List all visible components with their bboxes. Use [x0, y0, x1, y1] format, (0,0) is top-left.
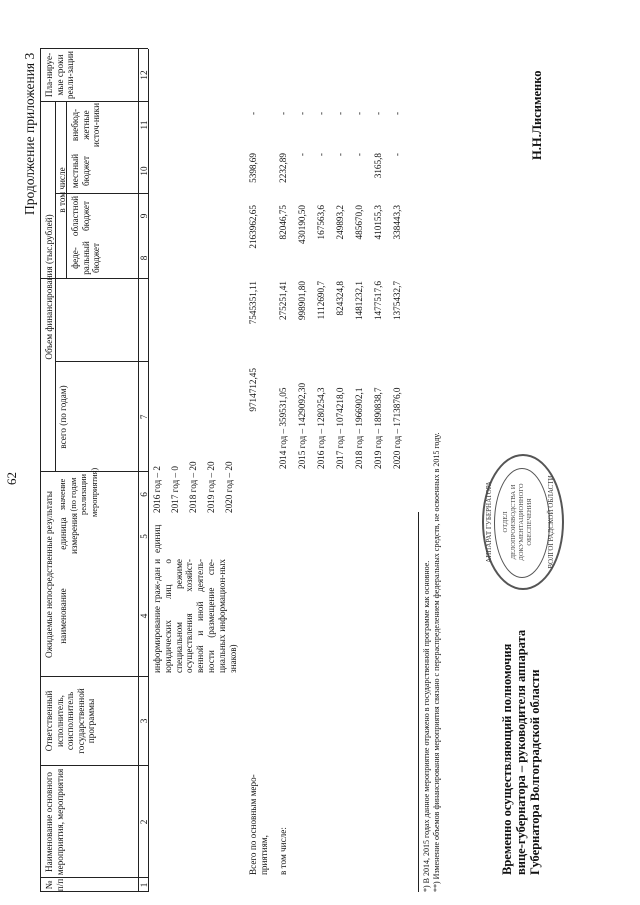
signature-line-1: Временно осуществляющий полномочия [500, 643, 514, 875]
year-row-ext: - [278, 111, 288, 115]
year-row-ext: - [297, 111, 307, 115]
year-row-fed: 1375432,7 [392, 281, 402, 321]
year-row-obl: 430190,50 [297, 205, 307, 245]
year-row-fed: 275251,41 [278, 281, 288, 321]
col-number-6: 6 [139, 492, 149, 497]
year-row-all: 2014 год – 359531,05 [278, 387, 288, 469]
col-number-9: 9 [139, 213, 149, 219]
year-row-ext: - [335, 111, 345, 115]
header-total-by-years: всего (по годам) [58, 385, 68, 449]
stamp-inner-text: ОТДЕЛ ДЕЛОПРОИЗВОДСТВА И ДОКУМЕНТАЦИОННОГО ОБЕСПЕЧЕНИЯ [502, 483, 533, 561]
year-row-loc: 3165,8 [373, 153, 383, 179]
official-stamp [482, 454, 564, 590]
header-result-name: наименование [58, 588, 68, 644]
year-row-obl: 167563,6 [316, 205, 326, 240]
year-row-ext: - [373, 111, 383, 115]
value-2020: 2020 год – 20 [224, 461, 234, 513]
year-row-obl: 485670,0 [354, 205, 364, 240]
year-row-loc: - [392, 153, 402, 157]
continuation-label: Продолжение приложения 3 [22, 52, 37, 215]
header-regional: областной бюджет [70, 195, 91, 237]
year-row-all: 2015 год – 1429092,30 [297, 382, 307, 469]
year-row-ext: - [316, 111, 326, 115]
stamp-top-text: АППАРАТ ГУБЕРНАТОРА [485, 481, 493, 563]
total-extrabudget: - [248, 111, 258, 115]
signature-line-3: Губернатора Волгоградской области [528, 669, 542, 875]
total-local: 5398,69 [248, 153, 258, 183]
year-row-fed: 998901,80 [297, 281, 307, 321]
year-row-fed: 1477517,6 [373, 281, 383, 321]
page-number: 62 [4, 472, 19, 485]
year-row-loc: - [297, 153, 307, 157]
header-expected-results: Ожидаемые непосредственные результаты [44, 491, 54, 658]
year-row-obl: 410155,3 [373, 205, 383, 240]
including-label: в том числе: [278, 827, 288, 875]
year-row-loc: - [354, 153, 364, 157]
header-extrabudget: внебюд-жетные источ-ники [70, 102, 102, 148]
header-executor: Ответственный исполнитель, соисполнитель государственной программы [44, 688, 97, 754]
header-including: в том числе [57, 167, 67, 213]
header-unit: единица измерения [58, 512, 79, 555]
col-number-8: 8 [139, 255, 149, 261]
total-all: 9714712,45 [248, 368, 258, 412]
header-measure-name: Наименование основного мероприятия, мероприятия [44, 768, 65, 876]
year-row-obl: 82046,75 [278, 205, 288, 240]
col-number-5: 5 [139, 534, 149, 539]
year-row-all: 2019 год – 1890838,7 [373, 387, 383, 469]
col-number-2: 2 [139, 819, 149, 825]
signature-line-2: вице-губернатора – руководителя аппарата [514, 629, 528, 875]
year-row-all: 2018 год – 1966902,1 [354, 387, 364, 469]
header-number: № п/п [44, 878, 65, 892]
footnote-1: *) В 2014, 2015 годах данное мероприятие отражено в государственной программе как основное. [422, 560, 431, 892]
year-row-all: 2016 год – 1280254,3 [316, 387, 326, 469]
header-federal: феде-ральный бюджет [70, 241, 102, 275]
value-2019: 2019 год – 20 [206, 461, 216, 513]
header-value: значение (по годам реализации мероприятия) [58, 467, 99, 517]
col-number-11: 11 [139, 120, 149, 130]
year-row-loc: 2232,89 [278, 153, 288, 183]
year-row-all: 2017 год – 1074218,0 [335, 387, 345, 469]
col-number-7: 7 [139, 414, 149, 420]
footnote-rule [418, 512, 419, 892]
col-number-12: 12 [139, 70, 149, 80]
value-2017: 2017 год – 0 [170, 466, 180, 513]
header-terms: Пла-нируе-мые сроки реали-зации [44, 51, 76, 99]
total-federal: 7545351,11 [248, 281, 258, 325]
footnote-2: **) Изменение объемов финансирования мероприятия связано с перераспределением федеральных средств, не освоенных в 2015 году. [432, 432, 441, 892]
value-2016: 2016 год – 2 [152, 466, 162, 513]
result-name-cell: информирование граж-дан и юридических лиц о специальном режиме осуществления хозяйст-венной и иной деятель-ности (размещение спе-циальных информацион-ных знаков) [152, 559, 238, 673]
header-financing: Объем финансирования (тыс.рублей) [44, 214, 54, 360]
year-row-obl: 338443,3 [392, 205, 402, 240]
total-label: Всего по основным меро-приятиям, [248, 774, 269, 875]
signer-name: Н.Н.Лисименко [530, 70, 544, 160]
header-local: местный бюджет [70, 153, 91, 189]
year-row-fed: 1112690,7 [316, 281, 326, 320]
col-number-10: 10 [139, 166, 149, 176]
value-2018: 2018 год – 20 [188, 461, 198, 513]
col-number-1: 1 [139, 882, 149, 888]
col-number-4: 4 [139, 613, 149, 619]
year-row-ext: - [354, 111, 364, 115]
year-row-fed: 1481232,1 [354, 281, 364, 321]
year-row-all: 2020 год – 1713876,0 [392, 387, 402, 469]
year-row-loc: - [316, 153, 326, 157]
col-number-3: 3 [139, 718, 149, 724]
year-row-obl: 249893,2 [335, 205, 345, 240]
year-row-fed: 824324,8 [335, 281, 345, 316]
year-row-loc: - [335, 153, 345, 157]
total-regional: 2163962,65 [248, 205, 258, 249]
result-unit-cell: единиц [152, 524, 162, 553]
year-row-ext: - [392, 111, 402, 115]
stamp-bottom-text: ВОЛГОГРАДСКОЙ ОБЛАСТИ [547, 475, 555, 569]
